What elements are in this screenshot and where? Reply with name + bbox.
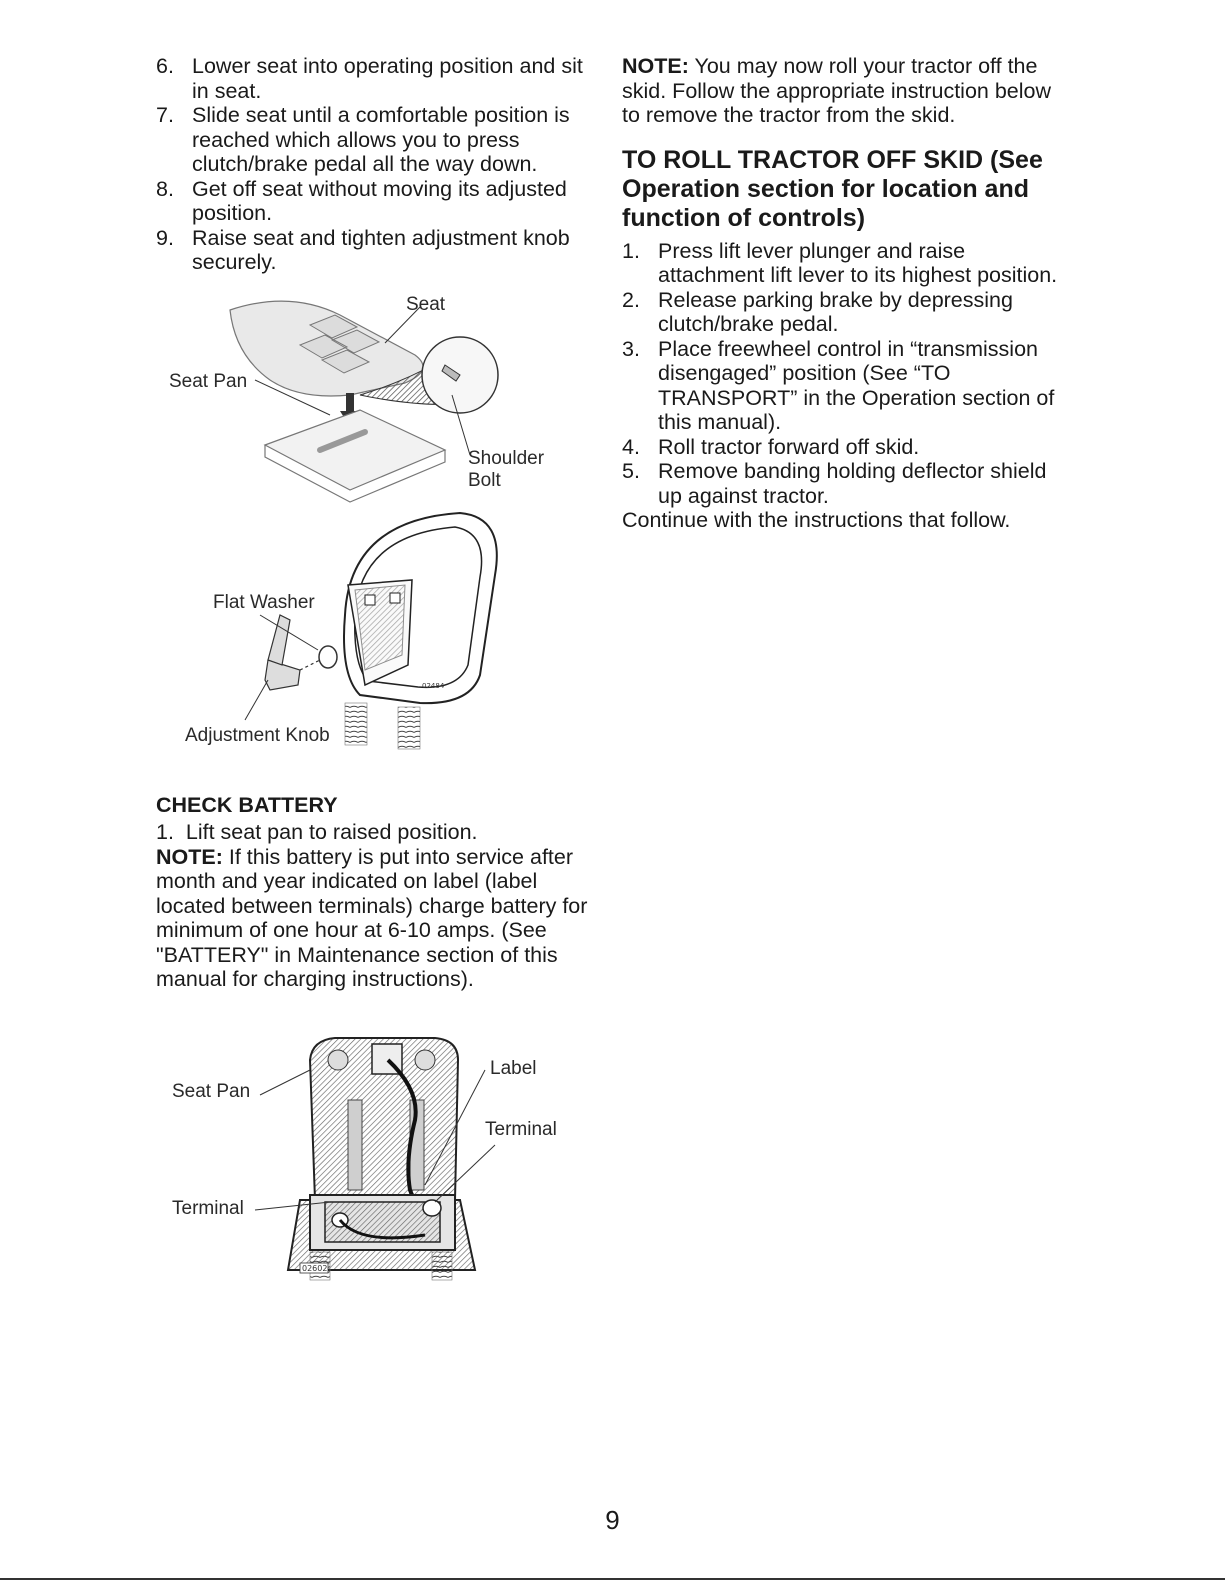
left-steps-block — [156, 54, 590, 275]
roll-step-1: 1. Press lift lever plunger and raise attachment lift lever to its highest position. — [622, 238, 1058, 287]
label-seat: Seat — [406, 294, 446, 315]
check-battery-section — [156, 792, 596, 992]
label-bolt: Bolt — [468, 470, 501, 491]
note-label-right: NOTE: — [622, 54, 689, 78]
right-column — [622, 54, 1062, 533]
label-adjustment-knob: Adjustment Knob — [185, 725, 330, 746]
label-seat-pan-2: Seat Pan — [172, 1081, 251, 1102]
seat-adjust-steps — [156, 54, 590, 275]
roll-step-5: 5. Remove banding holding deflector shield up against tractor. — [622, 459, 1047, 508]
roll-step-3: 3. Place freewheel control in “transmission disengaged” position (See “TO TRANSPORT” in the Operation section of this manual). — [622, 336, 1055, 434]
note-label: NOTE: — [156, 844, 223, 869]
check-battery-note: NOTE: If this battery is put into service after month and year indicated on label (label located between terminals) charge battery for minimum of one hour at 6-10 amps. (See "BATTERY" in Maintenance section of this manual for charging instructions). — [156, 844, 588, 991]
battery-figure — [160, 1030, 590, 1290]
label-flat-washer: Flat Washer — [213, 592, 315, 613]
roll-step-4: 4. Roll tractor forward off skid. — [622, 434, 920, 459]
step-6: 6. Lower seat into operating position and sit in seat. — [156, 54, 583, 103]
check-battery-step-1: 1. Lift seat pan to raised position. — [156, 820, 478, 844]
check-battery-heading: CHECK BATTERY — [156, 793, 338, 817]
roll-tractor-steps — [622, 239, 1062, 509]
step-7: 7. Slide seat until a comfortable position is reached which allows you to press clutch/brake pedal all the way down. — [156, 103, 570, 176]
step-8: 8. Get off seat without moving its adjusted position. — [156, 176, 567, 225]
seat-figure — [150, 285, 590, 775]
skid-note: NOTE: You may now roll your tractor off the skid. Follow the appropriate instruction below to remove the tractor from the skid. — [622, 54, 1052, 127]
label-shoulder: Shoulder — [468, 448, 545, 469]
fig2-code: 02602 — [302, 1264, 328, 1273]
step-9: 9. Raise seat and tighten adjustment knob securely. — [156, 225, 570, 274]
label-terminal-right: Terminal — [485, 1119, 557, 1140]
continue-text: Continue with the instructions that follow. — [622, 508, 1011, 532]
roll-tractor-heading: TO ROLL TRACTOR OFF SKID (See Operation section for location and function of controls) — [622, 145, 1043, 232]
label-label: Label — [490, 1058, 537, 1079]
bottom-divider — [0, 1578, 1225, 1580]
fig1-code: 02484 — [422, 682, 445, 690]
page-number: 9 — [605, 1505, 620, 1535]
label-terminal-left: Terminal — [172, 1198, 244, 1219]
seat-illustration — [150, 285, 590, 775]
roll-step-2: 2. Release parking brake by depressing clutch/brake pedal. — [622, 287, 1013, 336]
label-seat-pan: Seat Pan — [169, 371, 248, 392]
